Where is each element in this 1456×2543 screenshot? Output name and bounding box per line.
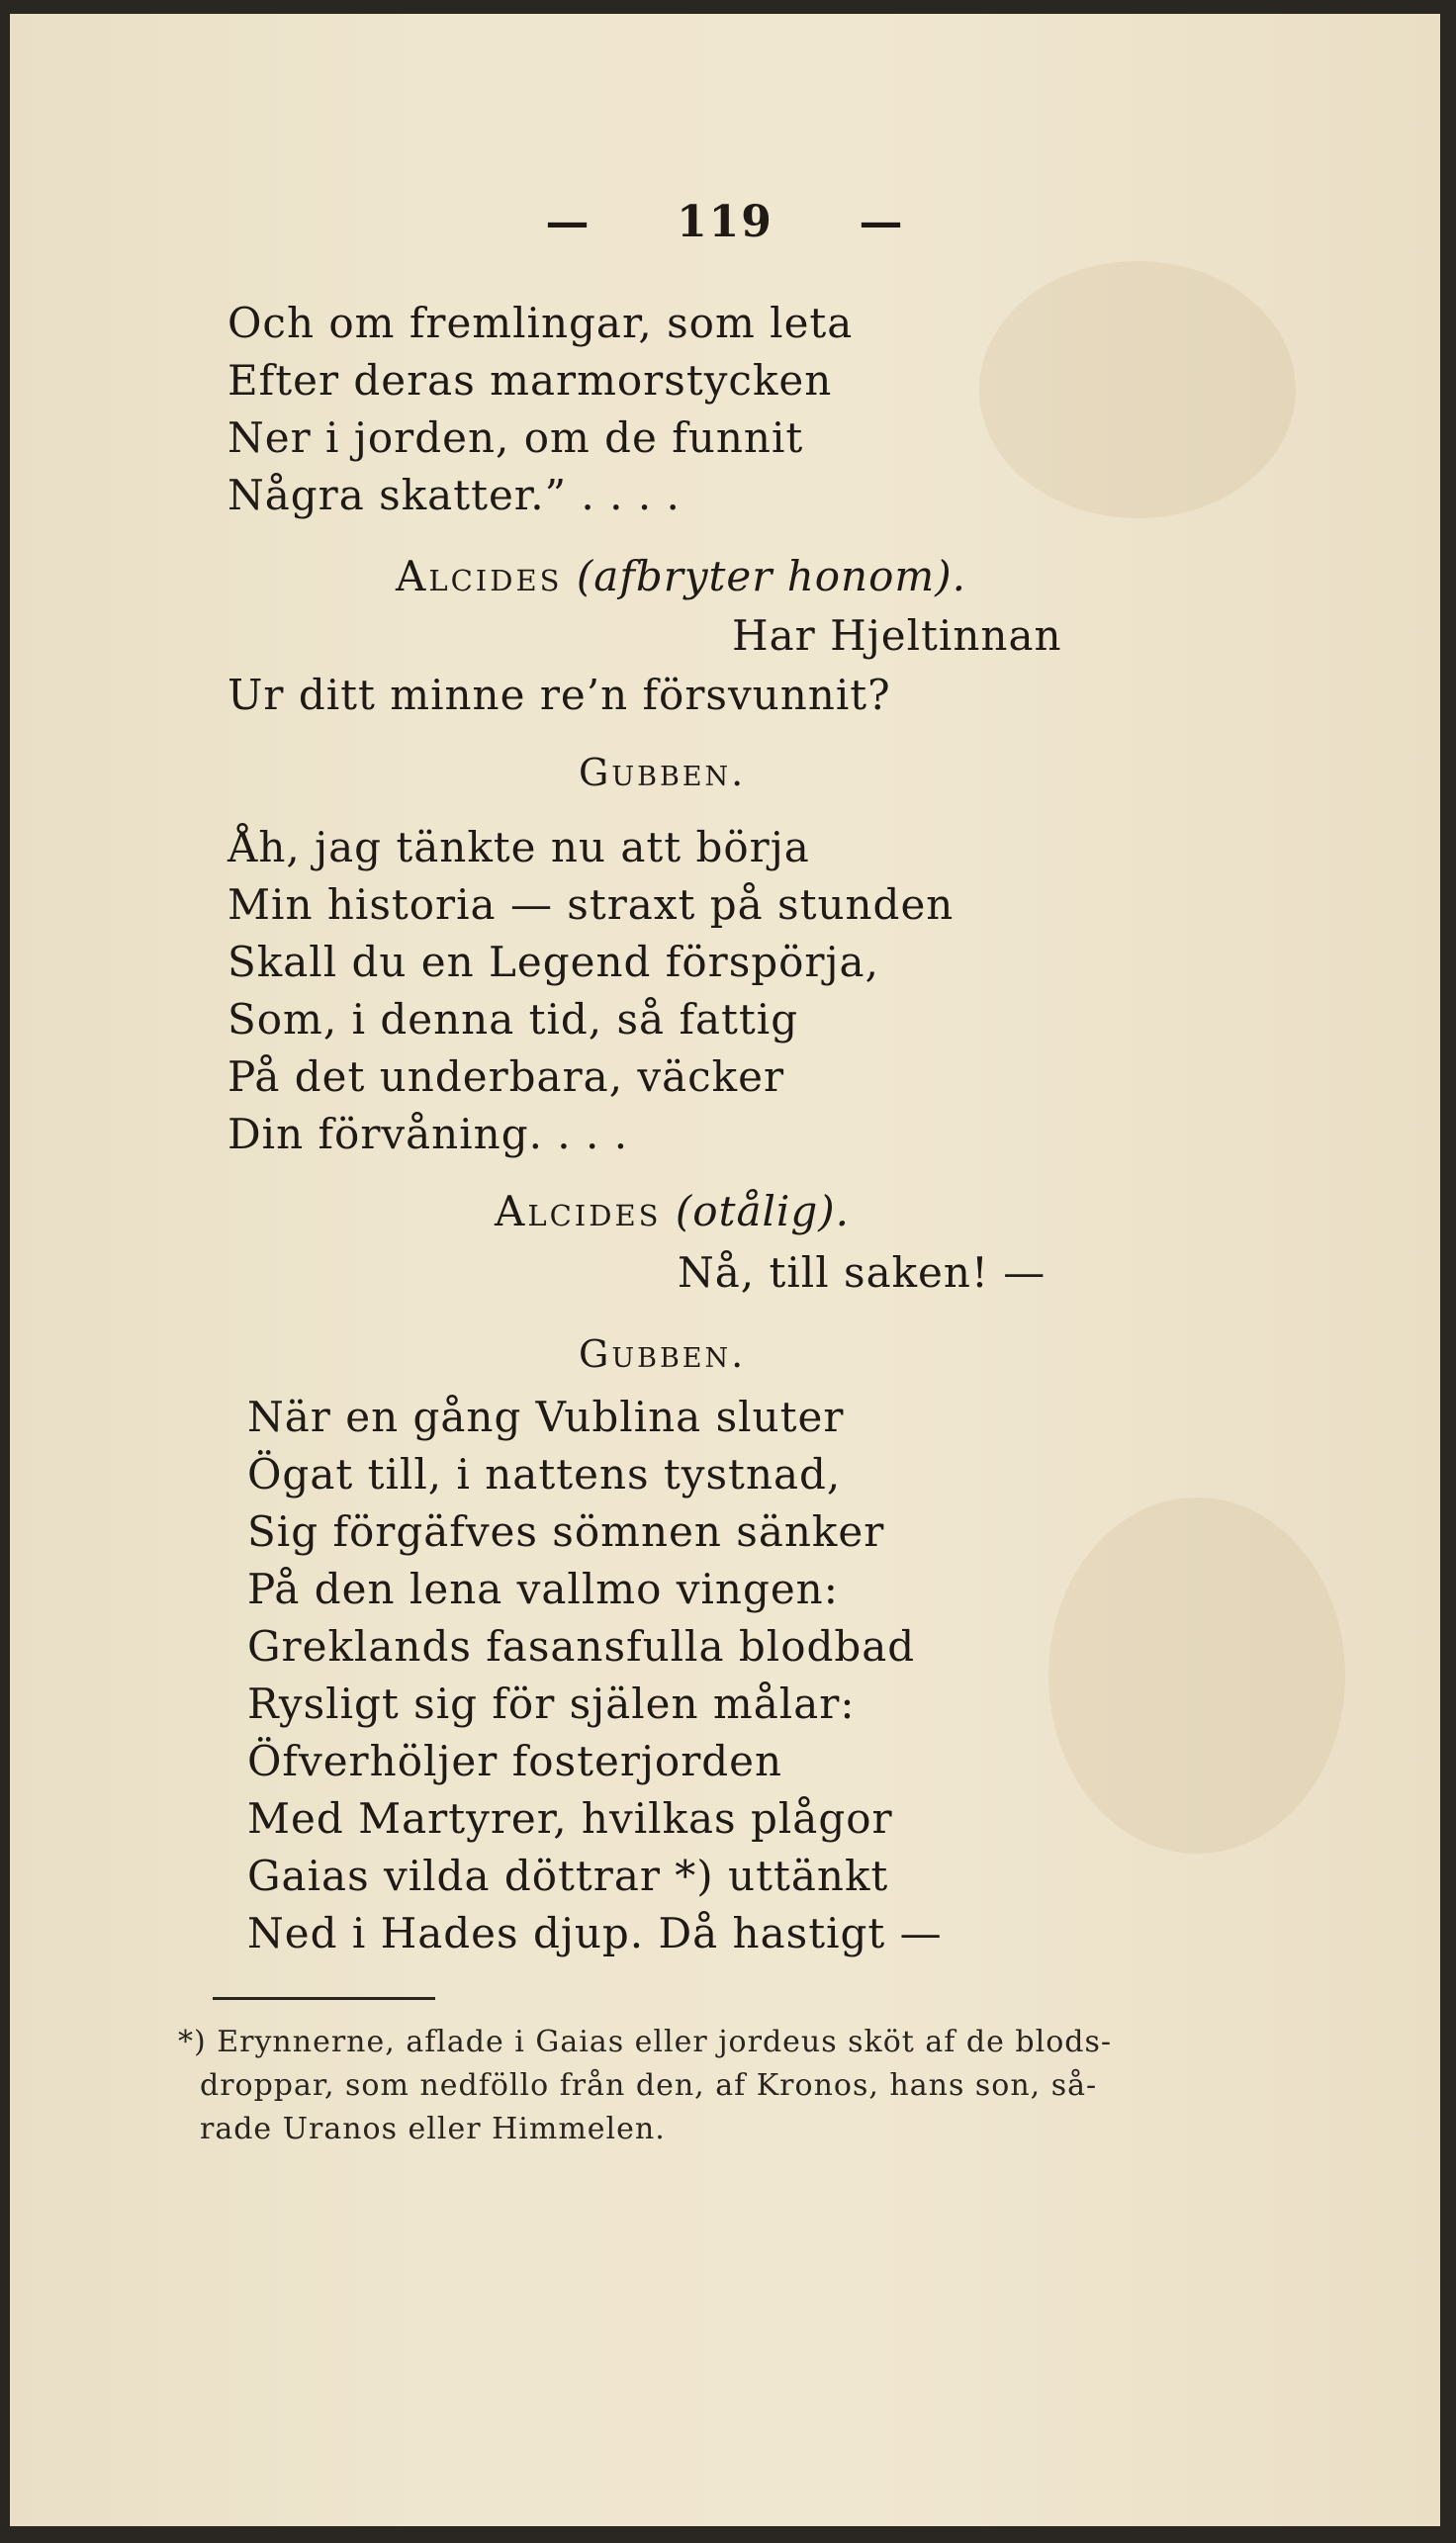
- verse-line: Som, i denna tid, så fattig: [228, 995, 799, 1044]
- paper-stain: [1048, 1498, 1345, 1854]
- footnote-line: droppar, som nedföllo från den, af Kronos, hans son, så-: [200, 2068, 1098, 2103]
- paper-stain: [979, 261, 1296, 518]
- verse-line: Sig förgäfves sömnen sänker: [247, 1507, 885, 1556]
- verse-line: Gaias vilda döttrar *) uttänkt: [247, 1852, 889, 1900]
- verse-line: Ner i jorden, om de funnit: [228, 413, 804, 462]
- verse-line: Några skatter.” . . . .: [228, 471, 681, 519]
- verse-line: Ögat till, i nattens tystnad,: [247, 1450, 842, 1499]
- header-dash-left: —: [545, 197, 592, 247]
- verse-line: Efter deras marmorstycken: [228, 356, 833, 405]
- verse-line: Min historia — straxt på stunden: [228, 880, 955, 929]
- verse-line: På den lena vallmo vingen:: [247, 1565, 839, 1613]
- speaker-heading: [495, 1187, 850, 1235]
- speaker-name: Alcides: [495, 1187, 662, 1235]
- verse-line: Nå, till saken! —: [678, 1248, 1046, 1297]
- verse-line: Greklands fasansfulla blodbad: [247, 1622, 916, 1671]
- verse-line: Har Hjeltinnan: [732, 611, 1062, 660]
- verse-line: Och om fremlingar, som leta: [228, 299, 854, 347]
- speaker-name: Gubben.: [579, 1332, 747, 1376]
- verse-line: När en gång Vublina sluter: [247, 1393, 845, 1441]
- book-page: [10, 14, 1440, 2526]
- verse-line: Med Martyrer, hvilkas plågor: [247, 1794, 893, 1843]
- speaker-name: Gubben.: [579, 751, 747, 794]
- verse-line: Rysligt sig för själen målar:: [247, 1680, 856, 1728]
- verse-line: Din förvåning. . . .: [228, 1110, 629, 1158]
- verse-line: Skall du en Legend förspörja,: [228, 938, 879, 986]
- page-number: 119: [677, 197, 774, 247]
- verse-line: Åh, jag tänkte nu att börja: [228, 823, 810, 871]
- verse-line: På det underbara, väcker: [228, 1052, 785, 1101]
- stage-direction: (afbryter honom).: [576, 552, 966, 600]
- verse-line: Ur ditt minne re’n försvunnit?: [228, 671, 891, 719]
- page-header: [10, 197, 1440, 247]
- verse-line: Ned i Hades djup. Då hastigt —: [247, 1909, 943, 1957]
- stage-direction: (otålig).: [675, 1187, 850, 1235]
- verse-line: Öfverhöljer fosterjorden: [247, 1737, 783, 1785]
- footnote-line: *) Erynnerne, aflade i Gaias eller jordeus sköt af de blods-: [178, 2025, 1113, 2059]
- speaker-heading: [396, 552, 966, 600]
- footnote-line: rade Uranos eller Himmelen.: [200, 2112, 666, 2146]
- footnote-divider: [213, 1997, 435, 2000]
- speaker-name: Alcides: [396, 552, 563, 600]
- header-dash-right: —: [859, 197, 905, 247]
